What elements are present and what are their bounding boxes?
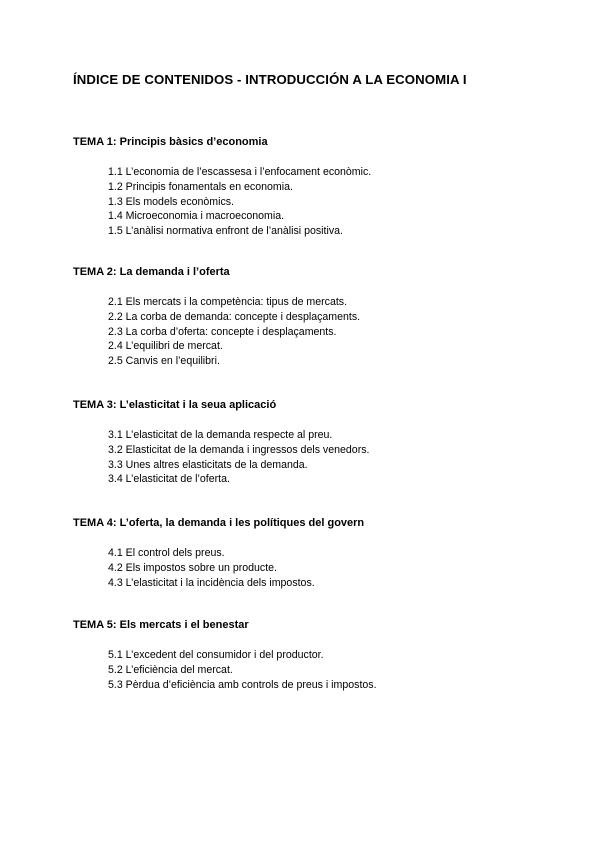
list-item: 3.2 Elasticitat de la demanda i ingressos dels venedors. [108,443,370,456]
list-item: 1.5 L’anàlisi normativa enfront de l’anàlisi positiva. [108,225,343,238]
section-title: TEMA 3: L’elasticitat i la seua aplicació [73,399,277,411]
list-item: 3.1 L’elasticitat de la demanda respecte al preu. [108,429,333,441]
list-item: 4.2 Els impostos sobre un producte. [108,561,278,574]
section-item-list [108,546,573,590]
list-item: 2.2 La corba de demanda: concepte i desplaçaments. [108,310,361,323]
document-title: ÍNDICE DE CONTENIDOS - INTRODUCCIÓN A LA ECONOMIA I [73,72,467,87]
section-tema-2 [73,265,573,369]
list-item: 1.1 L’economia de l’escassesa i l’enfocament econòmic. [108,166,372,178]
section-item-list [108,165,573,239]
section-title: TEMA 2: La demanda i l’oferta [73,266,230,278]
list-item: 5.3 Pèrdua d’eficiència amb controls de preus i impostos. [108,678,377,691]
section-item-list [108,428,573,487]
section-tema-5 [73,618,573,692]
list-item: 5.1 L’excedent del consumidor i del productor. [108,649,324,661]
list-item: 2.4 L’equilibri de mercat. [108,340,223,353]
list-item: 2.5 Canvis en l’equilibri. [108,355,220,368]
section-title: TEMA 1: Principis bàsics d’economia [73,136,268,148]
section-tema-3 [73,398,573,487]
section-tema-1 [73,135,573,239]
list-item: 4.3 L’elasticitat i la incidència dels impostos. [108,576,315,589]
section-title: TEMA 5: Els mercats i el benestar [73,619,249,631]
list-item: 3.4 L’elasticitat de l’oferta. [108,473,230,486]
list-item: 1.4 Microeconomia i macroeconomia. [108,210,285,223]
list-item: 1.2 Principis fonamentals en economia. [108,180,293,193]
section-item-list [108,648,573,692]
list-item: 4.1 El control dels preus. [108,547,225,559]
list-item: 2.3 La corba d’oferta: concepte i desplaçaments. [108,325,337,338]
section-item-list [108,295,573,369]
list-item: 3.3 Unes altres elasticitats de la demanda. [108,458,308,471]
list-item: 1.3 Els models econòmics. [108,195,235,208]
list-item: 2.1 Els mercats i la competència: tipus de mercats. [108,296,348,308]
section-title: TEMA 4: L’oferta, la demanda i les polítiques del govern [73,517,365,529]
section-tema-4 [73,516,573,590]
list-item: 5.2 L’eficiència del mercat. [108,663,233,676]
